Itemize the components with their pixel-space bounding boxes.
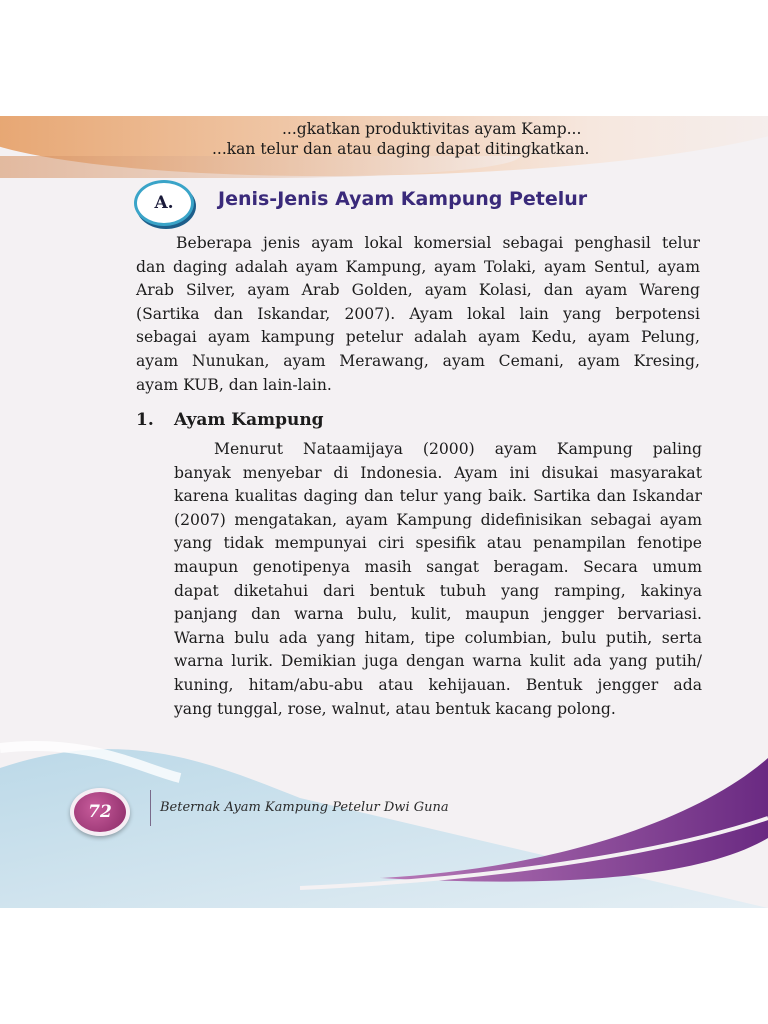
top-decorative-stripe [0, 156, 520, 178]
intro-line: ayam KUB, dan lain-lain. [136, 375, 332, 394]
intro-line: Beberapa jenis ayam lokal komersial sebagai penghasil telur [176, 234, 700, 252]
intro-line: Arab Silver, ayam Arab Golden, ayam Kolasi, dan ayam Wareng [136, 281, 700, 300]
body-line: Warna bulu ada yang hitam, tipe columbian, bulu putih, serta [174, 628, 702, 647]
body-line: maupun genotipenya masih sangat beragam. Secara umum [174, 557, 702, 576]
subsection-number: 1. [136, 410, 154, 430]
body-line: (2007) mengatakan, ayam Kampung didefinisikan sebagai ayam [174, 510, 702, 529]
intro-line: ayam Nunukan, ayam Merawang, ayam Cemani, ayam Kresing, [136, 351, 700, 370]
body-line: yang tunggal, rose, walnut, atau bentuk kacang polong. [174, 699, 616, 718]
section-badge: A. [134, 180, 194, 226]
book-page [0, 116, 768, 908]
body-line: yang tidak mempunyai ciri spesifik atau penampilan fenotipe [174, 534, 702, 553]
top-cut-line-2: ...kan telur dan atau daging dapat ditingkatkan. [212, 140, 590, 158]
intro-line: (Sartika dan Iskandar, 2007). Ayam lokal lain yang berpotensi [136, 304, 700, 323]
intro-paragraph [136, 232, 700, 397]
section-title: Jenis-Jenis Ayam Kampung Petelur [218, 188, 588, 210]
body-line: panjang dan warna bulu, kulit, maupun jengger bervariasi. [174, 605, 702, 624]
body-line: karena kualitas daging dan telur yang baik. Sartika dan Iskandar [174, 487, 702, 506]
body-line: dapat diketahui dari bentuk tubuh yang ramping, kakinya [174, 581, 702, 600]
intro-line: dan daging adalah ayam Kampung, ayam Tolaki, ayam Sentul, ayam [136, 257, 700, 276]
top-cut-line-1: ...gkatkan produktivitas ayam Kamp... [282, 120, 582, 138]
subsection-title: Ayam Kampung [174, 410, 324, 430]
page-number-badge: 72 [70, 788, 130, 836]
body-line: Menurut Nataamijaya (2000) ayam Kampung paling [214, 440, 702, 458]
body-line: kuning, hitam/abu-abu atau kehijauan. Bentuk jengger ada [174, 675, 702, 694]
body-line: warna lurik. Demikian juga dengan warna kulit ada yang putih/ [174, 652, 702, 671]
footer-book-title: Beternak Ayam Kampung Petelur Dwi Guna [160, 800, 449, 815]
body-paragraph [174, 438, 702, 721]
body-line: banyak menyebar di Indonesia. Ayam ini disukai masyarakat [174, 463, 702, 482]
intro-line: sebagai ayam kampung petelur adalah ayam Kedu, ayam Pelung, [136, 328, 700, 347]
footer-divider [150, 790, 151, 826]
